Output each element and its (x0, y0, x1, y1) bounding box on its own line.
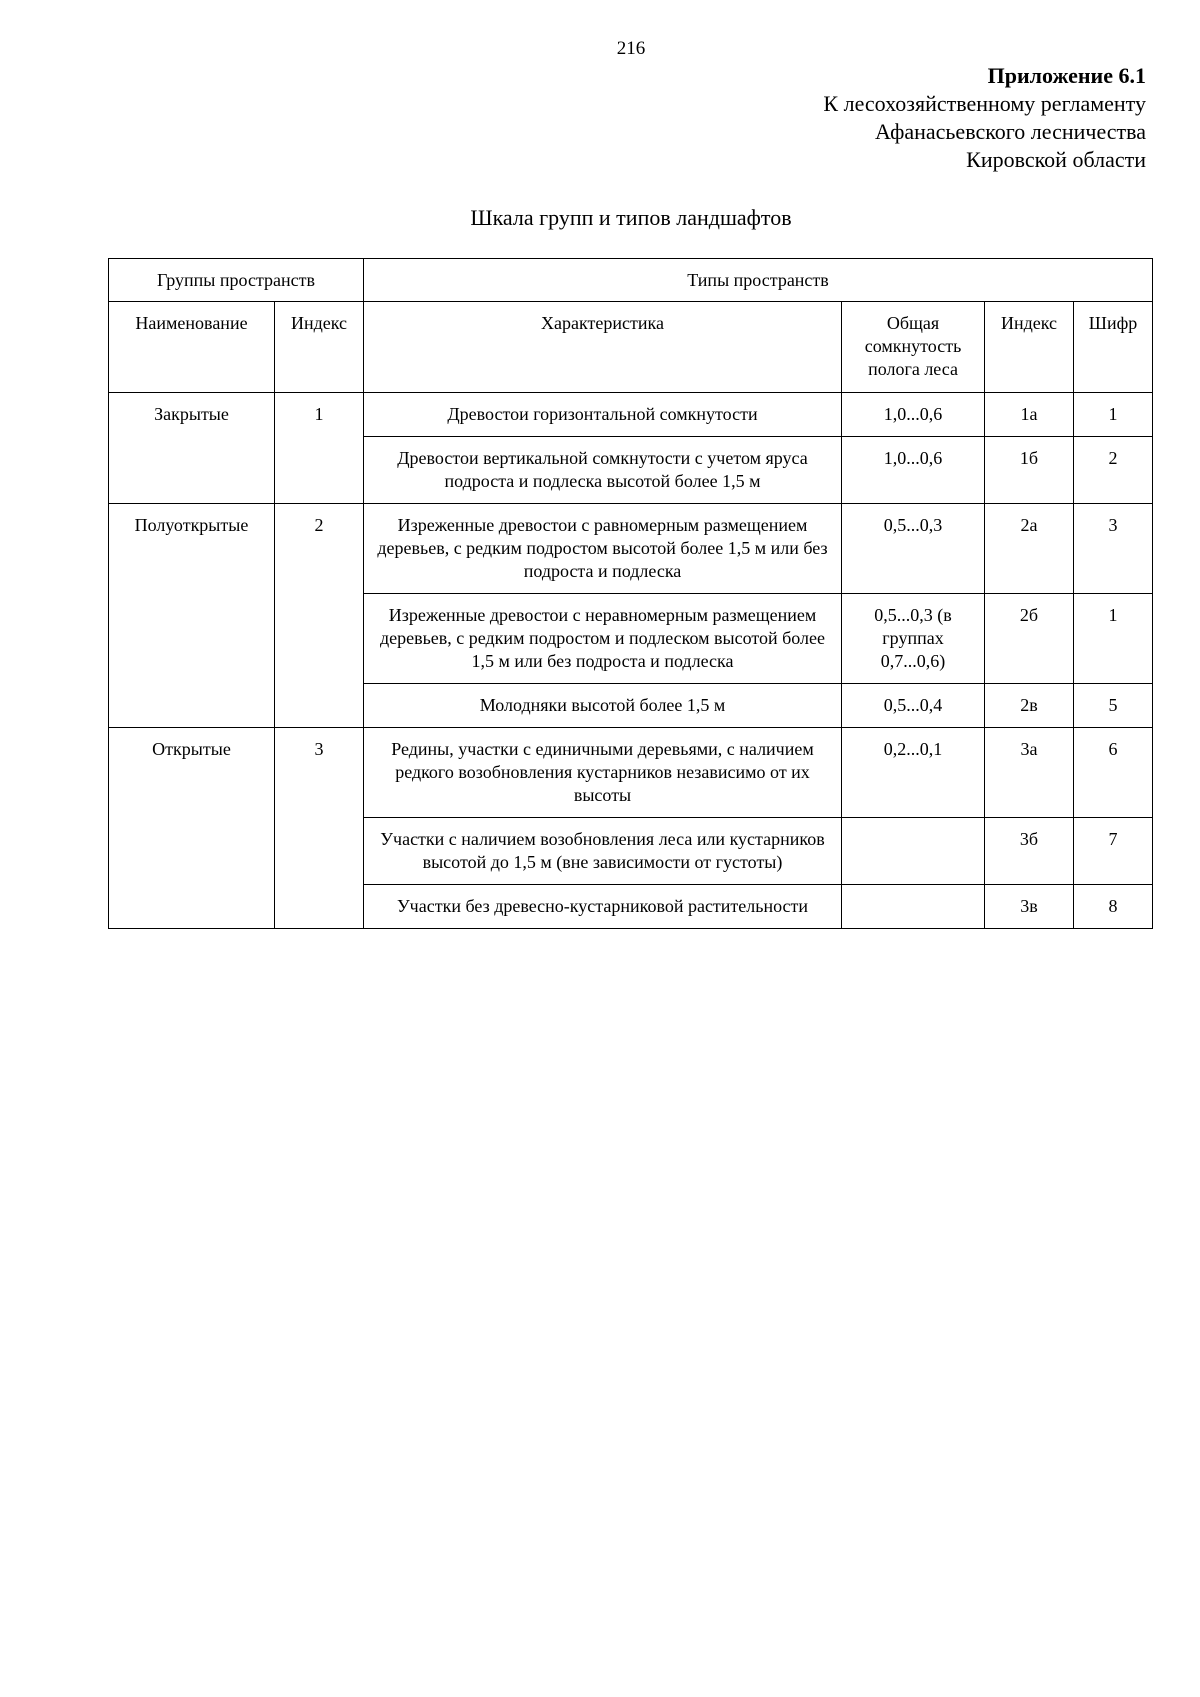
closure-cell: 1,0...0,6 (842, 437, 985, 504)
characteristic-cell: Участки с наличием возобновления леса или кустарников высотой до 1,5 м (вне зависимости от густоты) (364, 818, 842, 885)
code-cell: 6 (1074, 728, 1153, 818)
type-index-cell: 3в (985, 885, 1074, 929)
code-cell: 5 (1074, 684, 1153, 728)
characteristic-cell: Редины, участки с единичными деревьями, с наличием редкого возобновления кустарников независимо от их высоты (364, 728, 842, 818)
characteristic-cell: Изреженные древостои с неравномерным размещением деревьев, с редким подростом и подлеском высотой более 1,5 м или без подроста и подлеска (364, 594, 842, 684)
appendix-line-3: Кировской области (966, 147, 1146, 172)
appendix-line-2: Афанасьевского лесничества (875, 119, 1146, 144)
col-characteristic: Характеристика (364, 302, 842, 393)
landscape-scale-table (108, 258, 1153, 929)
appendix-line-1: К лесохозяйственному регламенту (823, 91, 1146, 116)
col-group-index: Индекс (275, 302, 364, 393)
type-index-cell: 1б (985, 437, 1074, 504)
group-name: Открытые (109, 728, 275, 929)
characteristic-cell: Молодняки высотой более 1,5 м (364, 684, 842, 728)
header-row-columns (109, 302, 1153, 393)
code-cell: 1 (1074, 393, 1153, 437)
characteristic-cell: Участки без древесно-кустарниковой растительности (364, 885, 842, 929)
closure-cell: 0,2...0,1 (842, 728, 985, 818)
characteristic-cell: Древостои горизонтальной сомкнутости (364, 393, 842, 437)
appendix-title: Приложение 6.1 (987, 63, 1146, 88)
type-index-cell: 2б (985, 594, 1074, 684)
characteristic-cell: Древостои вертикальной сомкнутости с учетом яруса подроста и подлеска высотой более 1,5 м (364, 437, 842, 504)
code-cell: 8 (1074, 885, 1153, 929)
type-index-cell: 3б (985, 818, 1074, 885)
page-number: 216 (616, 38, 646, 59)
col-type-index: Индекс (985, 302, 1074, 393)
table-row (109, 393, 1153, 437)
type-index-cell: 2в (985, 684, 1074, 728)
header-groups: Группы пространств (109, 259, 364, 302)
table-row (109, 728, 1153, 818)
group-name: Полуоткрытые (109, 504, 275, 728)
appendix-header (823, 62, 1146, 174)
code-cell: 1 (1074, 594, 1153, 684)
closure-cell (842, 818, 985, 885)
closure-cell (842, 885, 985, 929)
closure-cell: 0,5...0,3 (в группах 0,7...0,6) (842, 594, 985, 684)
code-cell: 7 (1074, 818, 1153, 885)
code-cell: 2 (1074, 437, 1153, 504)
group-name: Закрытые (109, 393, 275, 504)
group-index: 1 (275, 393, 364, 504)
document-title: Шкала групп и типов ландшафтов (470, 205, 792, 230)
group-index: 3 (275, 728, 364, 929)
group-index: 2 (275, 504, 364, 728)
code-cell: 3 (1074, 504, 1153, 594)
header-types: Типы пространств (364, 259, 1153, 302)
table-row (109, 504, 1153, 594)
col-name: Наименование (109, 302, 275, 393)
closure-cell: 0,5...0,3 (842, 504, 985, 594)
header-row-groups (109, 259, 1153, 302)
closure-cell: 1,0...0,6 (842, 393, 985, 437)
type-index-cell: 2а (985, 504, 1074, 594)
col-closure: Общая сомкнутость полога леса (842, 302, 985, 393)
type-index-cell: 3а (985, 728, 1074, 818)
characteristic-cell: Изреженные древостои с равномерным размещением деревьев, с редким подростом высотой более 1,5 м или без подроста и подлеска (364, 504, 842, 594)
type-index-cell: 1а (985, 393, 1074, 437)
closure-cell: 0,5...0,4 (842, 684, 985, 728)
col-code: Шифр (1074, 302, 1153, 393)
